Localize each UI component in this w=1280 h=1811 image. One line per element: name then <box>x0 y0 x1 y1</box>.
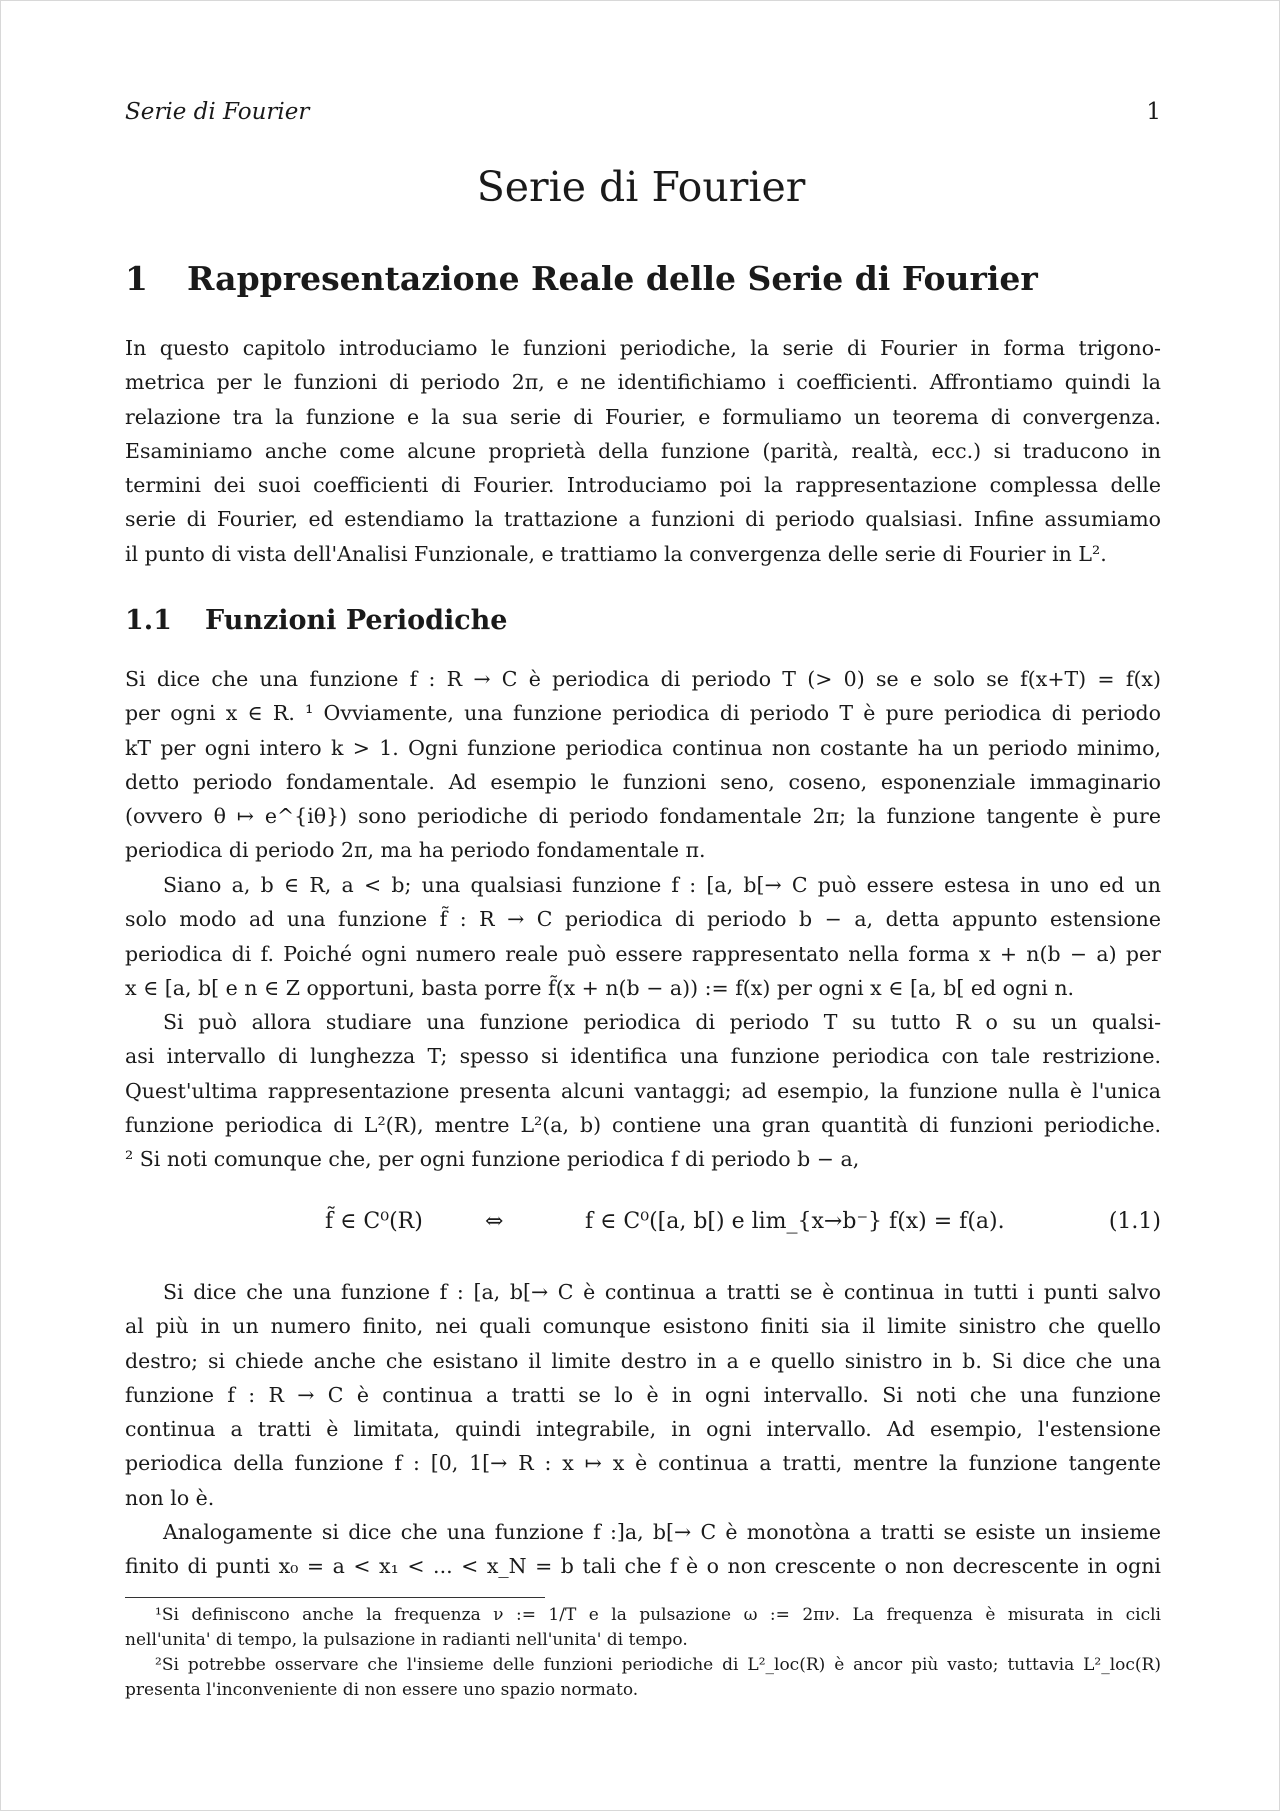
text-line: finito di punti x₀ = a < x₁ < ... < x_N = b tali che f è o non crescente o non decrescente in ogni <box>125 1554 1161 1579</box>
text-line: asi intervallo di lunghezza T; spesso si identifica una funzione periodica con tale restrizione. <box>125 1044 1161 1069</box>
text-line: In questo capitolo introduciamo le funzioni periodiche, la serie di Fourier in forma trigono- <box>125 336 1161 360</box>
text-line: detto periodo fondamentale. Ad esempio le funzioni seno, coseno, esponenziale immaginario <box>125 769 1161 794</box>
text-line: Si dice che una funzione f : R → C è periodica di periodo T (> 0) se e solo se f(x+T) = f(x) <box>125 667 1161 691</box>
text-line: funzione periodica di L²(R), mentre L²(a, b) contiene una gran quantità di funzioni periodiche. <box>125 1112 1161 1137</box>
equation-1-1 <box>125 1209 1161 1249</box>
footnote-line: presenta l'inconveniente di non essere uno spazio normato. <box>125 1680 639 1700</box>
text-line: Esaminiamo anche come alcune proprietà della funzione (parità, realtà, ecc.) si traducono in <box>125 438 1161 463</box>
text-line: Quest'ultima rappresentazione presenta alcuni vantaggi; ad esempio, la funzione nulla è l'unica <box>125 1078 1161 1103</box>
footnote-rule <box>125 1597 545 1598</box>
text-line: Analogamente si dice che una funzione f :]a, b[→ C è monotòna a tratti se esiste un insieme <box>163 1520 1161 1544</box>
footnote-line: ¹Si definiscono anche la frequenza ν := 1/T e la pulsazione ω := 2πν. La frequenza è misurata in cicli <box>155 1605 1161 1625</box>
text-line: termini dei suoi coefficienti di Fourier. Introduciamo poi la rappresentazione complessa delle <box>125 473 1161 498</box>
footnote-2 <box>125 1653 1161 1703</box>
text-line: relazione tra la funzione e la sua serie di Fourier, e formuliamo un teorema di convergenza. <box>125 404 1161 429</box>
subsection-number: 1.1 <box>125 605 172 636</box>
text-line: il punto di vista dell'Analisi Funzionale, e trattiamo la convergenza delle serie di Fourier in L². <box>125 541 1107 566</box>
text-line: Si dice che una funzione f : [a, b[→ C è continua a tratti se è continua in tutti i punti salvo <box>163 1280 1161 1304</box>
text-line: x ∈ [a, b[ e n ∈ Z opportuni, basta porre f̃(x + n(b − a)) := f(x) per ogni x ∈ [a, b[ ed ogni n. <box>125 975 1075 1000</box>
text-line: serie di Fourier, ed estendiamo la trattazione a funzioni di periodo qualsiasi. Infine assumiamo <box>125 507 1161 532</box>
paragraph-piecewise-continuous <box>125 1275 1161 1515</box>
footnote-line: ²Si potrebbe osservare che l'insieme delle funzioni periodiche di L²_loc(R) è ancor più vasto; tuttavia L²_loc(R) <box>155 1655 1161 1675</box>
subsection-heading <box>125 605 507 636</box>
text-line: Siano a, b ∈ R, a < b; una qualsiasi funzione f : [a, b[→ C può essere estesa in uno ed un <box>163 873 1161 897</box>
text-line: kT per ogni intero k > 1. Ogni funzione periodica continua non costante ha un periodo minimo, <box>125 735 1161 760</box>
text-line: (ovvero θ ↦ e^{iθ}) sono periodiche di periodo fondamentale 2π; la funzione tangente è pure <box>125 804 1161 829</box>
paragraph-restriction <box>125 1005 1161 1176</box>
footnote-1 <box>125 1603 1161 1653</box>
paragraph-periodic-definition <box>125 662 1161 868</box>
intro-paragraph <box>125 331 1161 571</box>
text-line: ² Si noti comunque che, per ogni funzione periodica f di periodo b − a, <box>125 1147 860 1172</box>
text-line: destro; si chiede anche che esistano il limite destro in a e quello sinistro in b. Si dice che una <box>125 1348 1161 1373</box>
subsection-title: Funzioni Periodiche <box>205 605 508 636</box>
equation-left: f̃ ∈ C⁰(R) <box>325 1209 423 1234</box>
text-line: per ogni x ∈ R. ¹ Ovviamente, una funzione periodica di periodo T è pure periodica di periodo <box>125 701 1161 726</box>
text-line: non lo è. <box>125 1485 215 1510</box>
footnote-line: nell'unita' di tempo, la pulsazione in radianti nell'unita' di tempo. <box>125 1630 688 1650</box>
page-number: 1 <box>1146 99 1161 125</box>
text-line: periodica della funzione f : [0, 1[→ R : x ↦ x è continua a tratti, mentre la funzione tangente <box>125 1451 1161 1476</box>
equation-right: f ∈ C⁰([a, b[) e lim_{x→b⁻} f(x) = f(a). <box>585 1209 1005 1234</box>
paragraph-periodic-extension <box>125 868 1161 1005</box>
document-title: Serie di Fourier <box>476 163 806 211</box>
text-line: funzione f : R → C è continua a tratti se lo è in ogni intervallo. Si noti che una funzione <box>125 1382 1161 1407</box>
section-number: 1 <box>125 259 148 298</box>
equation-iff: ⇔ <box>485 1209 504 1234</box>
text-line: metrica per le funzioni di periodo 2π, e ne identifichiamo i coefficienti. Affrontiamo quindi la <box>125 370 1161 395</box>
text-line: solo modo ad una funzione f̃ : R → C periodica di periodo b − a, detta appunto estensione <box>125 907 1161 932</box>
running-header-title: Serie di Fourier <box>125 99 310 125</box>
equation-label: (1.1) <box>1108 1209 1161 1234</box>
text-line: periodica di f. Poiché ogni numero reale può essere rappresentato nella forma x + n(b − a) per <box>125 941 1161 966</box>
text-line: periodica di periodo 2π, ma ha periodo fondamentale π. <box>125 838 706 863</box>
section-heading <box>125 259 1165 298</box>
text-line: al più in un numero finito, nei quali comunque esistono finiti sia il limite sinistro che quello <box>125 1314 1161 1339</box>
running-header <box>125 99 1161 125</box>
text-line: Si può allora studiare una funzione periodica di periodo T su tutto R o su un qualsi- <box>163 1010 1161 1034</box>
paragraph-piecewise-monotone <box>125 1515 1161 1584</box>
section-title: Rappresentazione Reale delle Serie di Fourier <box>187 259 1038 298</box>
text-line: continua a tratti è limitata, quindi integrabile, in ogni intervallo. Ad esempio, l'estensione <box>125 1417 1161 1442</box>
